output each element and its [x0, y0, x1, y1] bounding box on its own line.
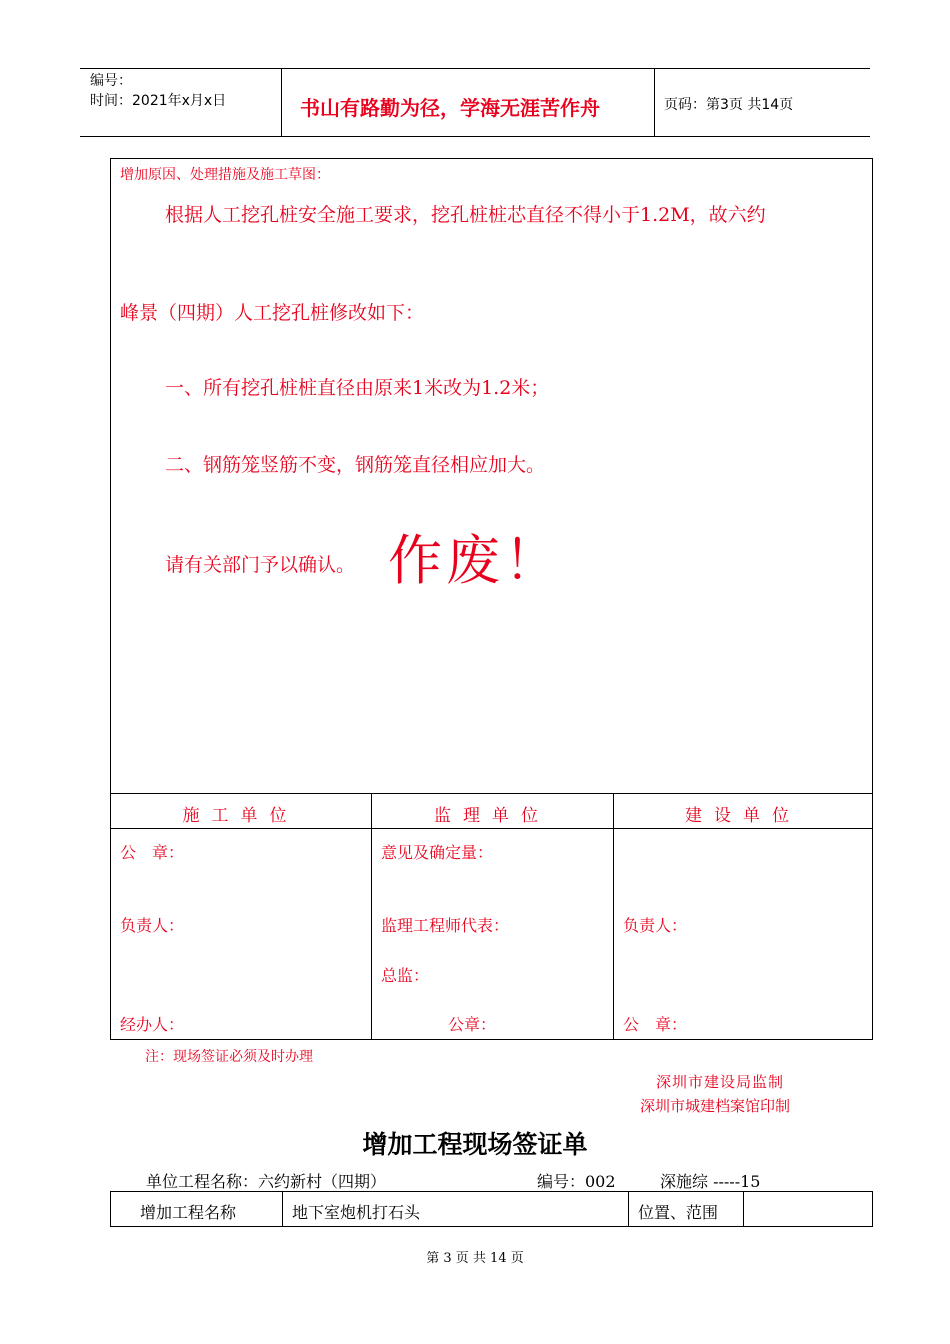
- form-note: 注：现场签证必须及时办理: [145, 1049, 313, 1065]
- owner-manager-label: 负责人：: [623, 916, 688, 935]
- column-header-contractor: 施工单位: [182, 806, 299, 826]
- authority-line-2: 深圳市城建档案馆印制: [640, 1097, 791, 1115]
- contractor-handler-label: 经办人：: [120, 1015, 185, 1034]
- sig-table-top-rule: [110, 793, 873, 794]
- project-name-label: 增加工程名称: [140, 1203, 237, 1222]
- header-page-info: 页码：第3页 共14页: [664, 97, 794, 113]
- paragraph-line-2: 峰景（四期）人工挖孔桩修改如下：: [120, 302, 425, 324]
- confirm-request: 请有关部门予以确认。: [165, 554, 356, 576]
- page-footer: 第 3 页 共 14 页: [426, 1251, 524, 1266]
- project-name-value: 地下室炮机打石头: [292, 1203, 421, 1222]
- sig-table-header-rule: [110, 828, 873, 829]
- authority-line-1: 深圳市建设局监制: [656, 1073, 785, 1091]
- supervisor-chief-label: 总监：: [381, 966, 430, 985]
- contractor-manager-label: 负责人：: [120, 916, 185, 935]
- sig-col-divider-1: [371, 793, 372, 1039]
- supervisor-opinion-label: 意见及确定量：: [381, 843, 494, 862]
- position-label: 位置、范围: [638, 1203, 719, 1222]
- paragraph-line-1: 根据人工挖孔桩安全施工要求，挖孔桩桩芯直径不得小于1.2M，故六约: [165, 204, 766, 226]
- supervisor-engineer-label: 监理工程师代表：: [381, 916, 510, 935]
- column-header-owner: 建设单位: [685, 806, 801, 826]
- next-form-number: 编号：002: [537, 1172, 616, 1191]
- header-bottom-rule: [80, 136, 870, 137]
- next-table-divider-1: [282, 1191, 283, 1227]
- owner-seal-label: 公 章：: [623, 1015, 688, 1034]
- header-divider-left: [281, 68, 282, 136]
- next-table-divider-3: [743, 1191, 744, 1227]
- measure-item-1: 一、所有挖孔桩桩直径由原来1米改为1.2米；: [165, 377, 550, 399]
- sig-col-divider-2: [613, 793, 614, 1039]
- reason-label: 增加原因、处理措施及施工草图：: [120, 167, 330, 183]
- column-header-supervisor: 监理单位: [434, 806, 550, 826]
- next-form-title: 增加工程现场签证单: [362, 1130, 588, 1159]
- form-border: [110, 158, 873, 1040]
- header-number-label: 编号：: [90, 73, 132, 89]
- header-top-rule: [80, 68, 870, 69]
- next-table-divider-2: [628, 1191, 629, 1227]
- header-divider-right: [654, 68, 655, 136]
- supervisor-seal-label: 公章：: [448, 1015, 497, 1034]
- measure-item-2: 二、钢筋笼竖筋不变，钢筋笼直径相应加大。: [165, 454, 546, 476]
- void-stamp: 作废！: [388, 529, 562, 592]
- unit-project-name: 单位工程名称：六约新村（四期）: [146, 1172, 387, 1191]
- next-form-code: 深施综 -----15: [660, 1172, 761, 1191]
- contractor-seal-label: 公 章：: [120, 843, 185, 862]
- header-time-label: 时间：2021年x月x日: [90, 93, 227, 109]
- header-motto: 书山有路勤为径，学海无涯苦作舟: [300, 96, 600, 120]
